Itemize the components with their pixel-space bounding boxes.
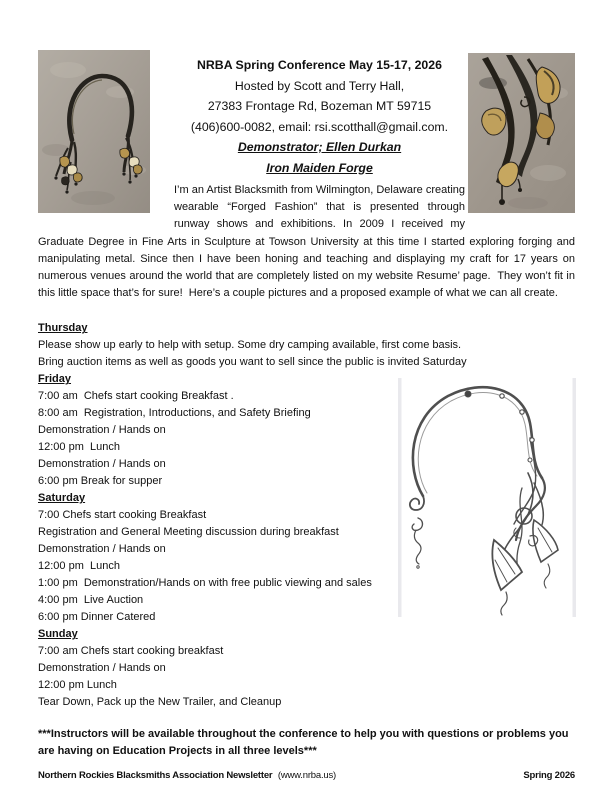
day-heading-friday: Friday xyxy=(38,373,72,386)
page-title: NRBA Spring Conference May 15-17, 2026 xyxy=(197,58,442,72)
schedule-line: 12:00 pm Lunch xyxy=(38,560,120,573)
issue-label: Spring 2026 xyxy=(523,770,575,781)
schedule-line: 7:00 Chefs start cooking Breakfast xyxy=(38,509,207,522)
schedule-line: Demonstration / Hands on xyxy=(38,543,166,556)
newsletter-website: (www.nrba.us) xyxy=(277,770,336,781)
schedule-line: Please show up early to help with setup. Some dry camping available, first come basis. xyxy=(38,339,462,352)
schedule-line: Demonstration / Hands on xyxy=(38,458,166,471)
necklace-design-sketch-image xyxy=(398,378,576,617)
forged-leaves-photo xyxy=(468,53,575,213)
forge-line: Iron Maiden Forge xyxy=(266,160,373,175)
schedule-line: 12:00 pm Lunch xyxy=(38,441,120,454)
schedule-line: Tear Down, Pack up the New Trailer, and Cleanup xyxy=(38,696,282,709)
day-heading-thursday: Thursday xyxy=(38,322,88,335)
address-line: 27383 Frontage Rd, Bozeman MT 59715 xyxy=(207,99,432,113)
instructors-note: ***Instructors will be available throughout the conference to help you with questions or problems you are having on Education Projects in all three levels*** xyxy=(38,728,569,757)
schedule-line: 12:00 pm Lunch xyxy=(38,679,117,692)
schedule-line: 6:00 pm Dinner Catered xyxy=(38,611,156,624)
hosted-by-line: Hosted by Scott and Terry Hall, xyxy=(234,78,405,93)
schedule-line: 8:00 am Registration, Introductions, and Safety Briefing xyxy=(38,407,311,420)
schedule-line: Demonstration / Hands on xyxy=(38,662,166,675)
demonstrator-line: Demonstrator; Ellen Durkan xyxy=(237,140,402,154)
contact-line: (406)600-0082, email: rsi.scotthall@gmail.com. xyxy=(190,119,449,134)
day-heading-sunday: Sunday xyxy=(38,628,78,641)
forged-leaves-photo-image xyxy=(468,53,575,213)
forged-collar-photo xyxy=(38,50,150,213)
artist-bio-paragraph: I’m an Artist Blacksmith from Wilmington, Delaware creating wearable “Forged Fashion” that is presented through runway shows and exhibitions. In 2009 I received my Graduate Degree in Fine Arts in Sculpture at Towson University at this time I started exploring forging and manipulating metal. Since then I have been honing and teaching and displaying my craft for 17 years on numerous venues around the world that are completely listed on my website Resume’ page. They won’t fit in this little space that’s for sure! Here’s a couple pictures and a proposed example of what we can all create. xyxy=(38,184,579,300)
schedule-line: 6:00 pm Break for supper xyxy=(38,475,163,488)
schedule-line: Bring auction items as well as goods you want to sell since the public is invited Saturday xyxy=(38,356,467,369)
schedule-line: 1:00 pm Demonstration/Hands on with free public viewing and sales xyxy=(38,577,372,590)
schedule-line: 7:00 am Chefs start cooking breakfast xyxy=(38,645,224,658)
page-footer xyxy=(38,770,575,781)
necklace-design-sketch xyxy=(398,378,576,617)
newsletter-name: Northern Rockies Blacksmiths Association Newsletter xyxy=(38,770,273,781)
footer-left xyxy=(38,770,336,781)
schedule-line: 7:00 am Chefs start cooking Breakfast . xyxy=(38,390,234,403)
schedule-line: Registration and General Meeting discussion during breakfast xyxy=(38,526,339,539)
day-heading-saturday: Saturday xyxy=(38,492,86,505)
forged-collar-photo-image xyxy=(38,50,150,213)
schedule-line: 4:00 pm Live Auction xyxy=(38,594,144,607)
schedule-line: Demonstration / Hands on xyxy=(38,424,166,437)
